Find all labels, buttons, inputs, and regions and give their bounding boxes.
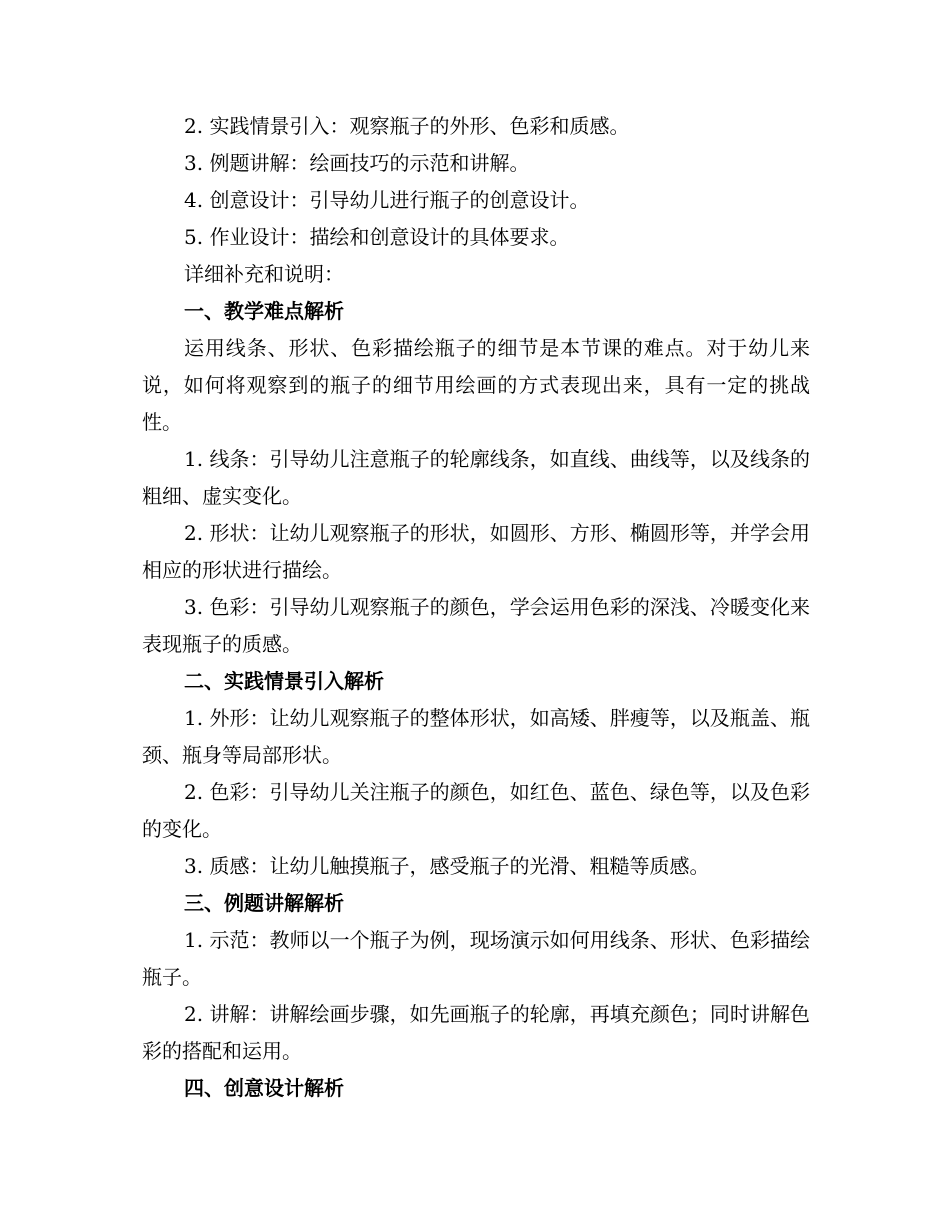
example-item-explain: 2. 讲解：讲解绘画步骤，如先画瓶子的轮廓，再填充颜色；同时讲解色彩的搭配和运用。 <box>142 1002 810 1063</box>
document-page <box>142 108 810 1107</box>
difficulty-item-lines: 1. 线条：引导幼儿注意瓶子的轮廓线条，如直线、曲线等，以及线条的粗细、虚实变化。 <box>142 447 810 508</box>
outline-item-2: 2. 实践情景引入：观察瓶子的外形、色彩和质感。 <box>184 114 630 138</box>
practice-item-outline: 1. 外形：让幼儿观察瓶子的整体形状，如高矮、胖瘦等，以及瓶盖、瓶颈、瓶身等局部形状。 <box>142 706 810 767</box>
supplement-label: 详细补充和说明： <box>184 262 344 286</box>
difficulty-item-color: 3. 色彩：引导幼儿观察瓶子的颜色，学会运用色彩的深浅、冷暖变化来表现瓶子的质感。 <box>142 595 810 656</box>
section-heading-example: 三、例题讲解解析 <box>184 891 344 915</box>
section-difficulty-intro: 运用线条、形状、色彩描绘瓶子的细节是本节课的难点。对于幼儿来说，如何将观察到的瓶子的细节用绘画的方式表现出来，具有一定的挑战性。 <box>142 336 810 434</box>
outline-item-4: 4. 创意设计：引导幼儿进行瓶子的创意设计。 <box>184 188 590 212</box>
outline-item-5: 5. 作业设计：描绘和创意设计的具体要求。 <box>184 225 570 249</box>
practice-item-texture: 3. 质感：让幼儿触摸瓶子，感受瓶子的光滑、粗糙等质感。 <box>184 854 710 878</box>
outline-item-3: 3. 例题讲解：绘画技巧的示范和讲解。 <box>184 151 530 175</box>
section-heading-creative: 四、创意设计解析 <box>184 1076 344 1100</box>
section-heading-difficulty: 一、教学难点解析 <box>184 299 344 323</box>
section-heading-practice: 二、实践情景引入解析 <box>184 669 384 693</box>
practice-item-color: 2. 色彩：引导幼儿关注瓶子的颜色，如红色、蓝色、绿色等，以及色彩的变化。 <box>142 780 810 841</box>
difficulty-item-shape: 2. 形状：让幼儿观察瓶子的形状，如圆形、方形、椭圆形等，并学会用相应的形状进行描绘。 <box>142 521 810 582</box>
example-item-demo: 1. 示范：教师以一个瓶子为例，现场演示如何用线条、形状、色彩描绘瓶子。 <box>142 928 810 989</box>
